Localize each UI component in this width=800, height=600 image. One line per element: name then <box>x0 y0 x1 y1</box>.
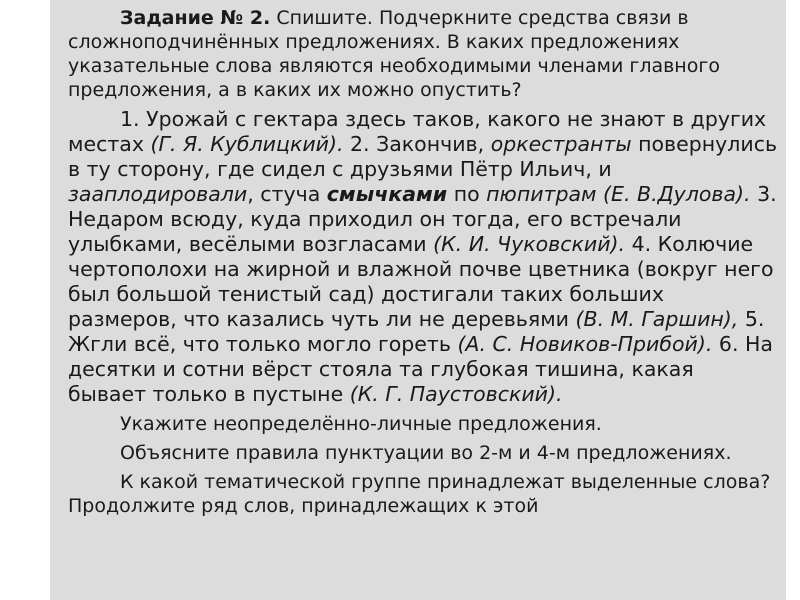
task-label: Задание № 2. <box>120 7 271 29</box>
question-1: Укажите неопределённо-личные предложения. <box>120 413 602 435</box>
passage-run: 2. Закончив, <box>350 132 491 156</box>
passage-run: по <box>447 182 487 206</box>
passage-run: (В. М. Гаршин), <box>575 307 745 331</box>
passage-run: 4. Колючие чертополохи на жирной и влажной почве цветника (вокруг него был большой тенистый сад) достигали таких больших размеров, что казались чуть ли не деревьями <box>68 232 774 331</box>
passage-run: пюпитрам (Е. В.Дулова). <box>486 182 758 206</box>
passage-run: 5. Жгли всё, что только могло гореть <box>68 307 765 356</box>
slide-content <box>68 6 778 518</box>
passage-paragraph <box>68 107 778 407</box>
question-3: К какой тематической группе принадлежат выделенные слова? Продолжите ряд слов, принадлежащих к этой <box>68 471 771 517</box>
question-2: Объясните правила пунктуации во 2-м и 4-м предложениях. <box>120 442 732 464</box>
passage-run: (Г. Я. Кублицкий). <box>150 132 351 156</box>
task-text: Спишите. Подчеркните средства связи в сложноподчинённых предложениях. В каких предложениях указательные слова являются необходимыми членами главного предложения, а в каких их можно опустить? <box>68 7 720 101</box>
passage-run: смычками <box>326 182 448 206</box>
passage-run: 1. Урожай с гектара здесь таков, какого не знают в других местах <box>68 107 767 156</box>
slide <box>50 0 786 600</box>
passage-run: зааплодировали <box>68 182 248 206</box>
passage-run: повернулись в ту сторону, где сидел с друзьями Пётр Ильич, и <box>68 132 778 181</box>
passage-run: 3. Недаром всюду, куда приходил он тогда, его встречали улыбками, весёлыми возгласами <box>68 182 777 256</box>
passage-run: , стуча <box>247 182 327 206</box>
passage-run: (А. С. Новиков-Прибой). <box>457 332 719 356</box>
passage-run: (К. Г. Паустовский). <box>349 382 563 406</box>
task-paragraph <box>68 6 778 102</box>
passage-run: 6. На десятки и сотни вёрст стояла та глубокая тишина, какая бывает только в пустыне <box>68 332 773 406</box>
passage-run: (К. И. Чуковский). <box>433 232 632 256</box>
passage-run: оркестранты <box>490 132 632 156</box>
